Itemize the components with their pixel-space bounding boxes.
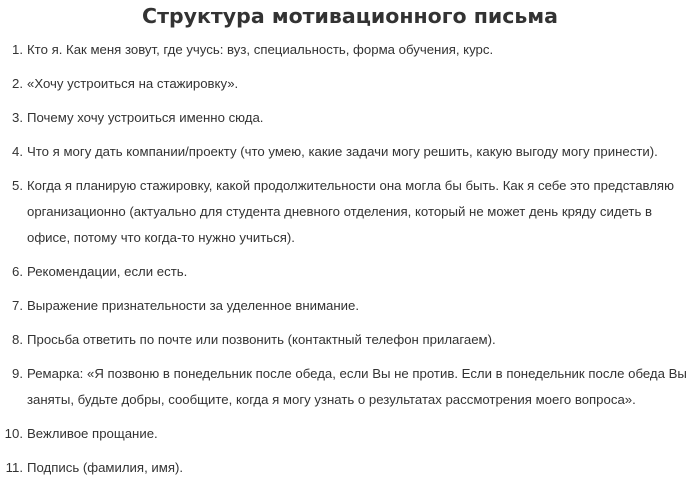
list-item (0, 139, 700, 165)
list-item-text: Ремарка: «Я позвоню в понедельник после обеда, если Вы не против. Если в понедельник после обеда Вы заняты, будьте добры, сообщите, когда я могу узнать о результатах рассмотрения моего вопроса». (27, 366, 687, 407)
list-item-text: Рекомендации, если есть. (27, 264, 188, 279)
list-item (0, 173, 700, 251)
list-item-text: Выражение признательности за уделенное внимание. (27, 298, 360, 313)
list-item (0, 455, 700, 481)
list-item-text: Почему хочу устроиться именно сюда. (27, 110, 264, 125)
page-title: Структура мотивационного письма (142, 4, 558, 28)
list-item-number: 11. (5, 460, 23, 475)
list-item (0, 361, 700, 413)
list-item-text: «Хочу устроиться на стажировку». (27, 76, 239, 91)
list-item-number: 1. (12, 42, 23, 57)
list-item-text: Просьба ответить по почте или позвонить (контактный телефон прилагаем). (27, 332, 496, 347)
list-item (0, 259, 700, 285)
list-item-text: Кто я. Как меня зовут, где учусь: вуз, специальность, форма обучения, курс. (27, 42, 494, 57)
list-item (0, 37, 700, 63)
list-item-number: 6. (12, 264, 23, 279)
list-item (0, 293, 700, 319)
list-item-text: Когда я планирую стажировку, какой продолжительности она могла бы быть. Как я себе это представляю организационно (актуально для студента дневного отделения, который не может день кряду сидеть в офисе, потому что когда-то нужно учиться). (27, 178, 674, 245)
list-item (0, 327, 700, 353)
list-item-text: Вежливое прощание. (27, 426, 158, 441)
list-item (0, 421, 700, 447)
list-item-number: 3. (12, 110, 23, 125)
list-item (0, 71, 700, 97)
list-item-number: 7. (12, 298, 23, 313)
list-item-number: 8. (12, 332, 23, 347)
list-item-text: Что я могу дать компании/проекту (что умею, какие задачи могу решить, какую выгоду могу принести). (27, 144, 658, 159)
list-item-number: 2. (12, 76, 23, 91)
list-item-number: 9. (12, 366, 23, 381)
list-item-number: 4. (12, 144, 23, 159)
list-item-text: Подпись (фамилия, имя). (27, 460, 184, 475)
list-item-number: 5. (12, 178, 23, 193)
list-item-number: 10. (4, 426, 23, 441)
list-item (0, 105, 700, 131)
structure-list (0, 37, 700, 489)
